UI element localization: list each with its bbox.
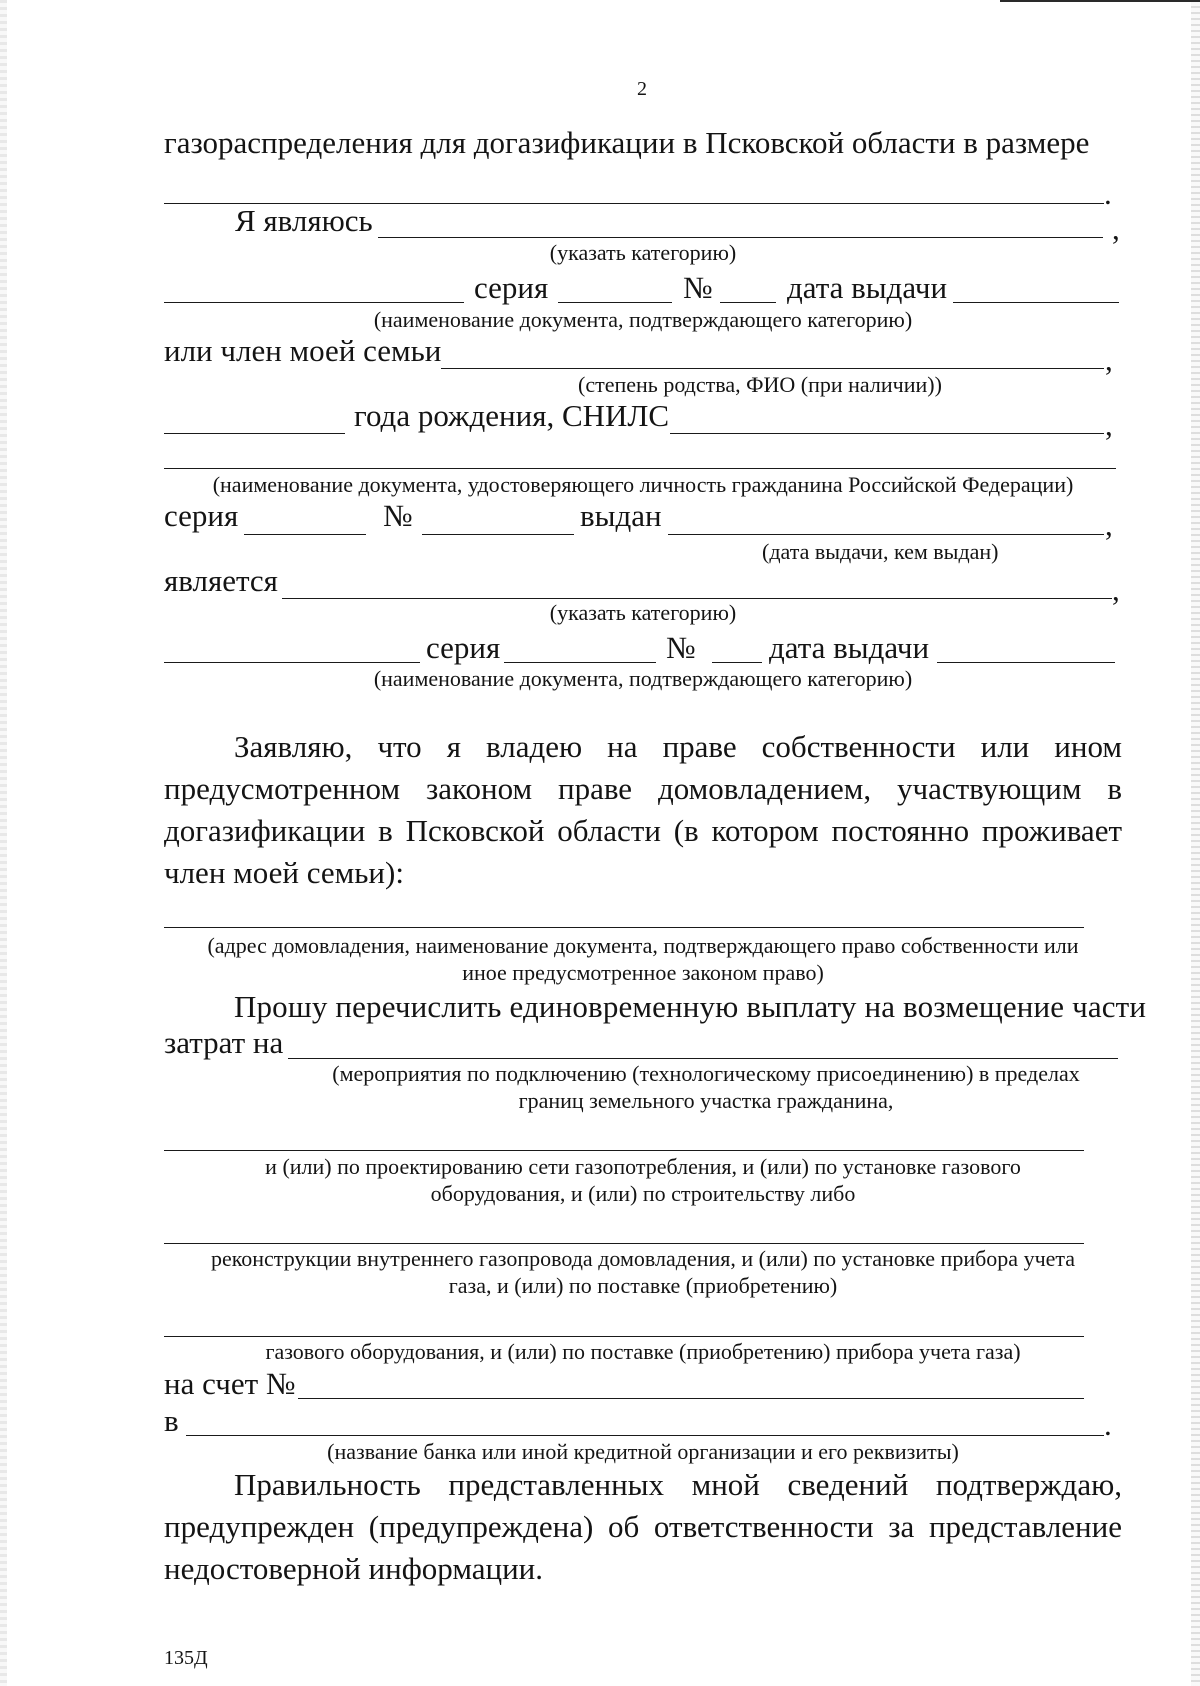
blank-family-series[interactable] — [504, 662, 656, 663]
v-label: в — [164, 1403, 179, 1438]
data-vydachi-label: дата выдачи — [787, 270, 948, 305]
ya-yavlyayus-label: Я являюсь — [235, 203, 373, 238]
caption-category-doc-2: (наименование документа, подтверждающего категорию) — [373, 666, 913, 691]
comma: , — [1112, 211, 1120, 246]
blank-family-category[interactable] — [282, 598, 1112, 599]
blank-birth-year[interactable] — [164, 433, 345, 434]
text-line-1: газораспределения для догазификации в Псковской области в размере — [164, 125, 1090, 160]
caption-relation: (степень родства, ФИО (при наличии)) — [578, 372, 942, 397]
blank-account-number[interactable] — [298, 1398, 1084, 1399]
paragraph-2-line-3: недостоверной информации. — [164, 1551, 544, 1586]
zatrat-na-label: затрат на — [164, 1025, 284, 1060]
blank-expenses[interactable] — [288, 1058, 1118, 1059]
paragraph-1-line-2: предусмотренном законом праве домовладением, участвующим в — [164, 771, 1122, 806]
blank-family-date[interactable] — [937, 662, 1115, 663]
scan-edge-right — [1191, 0, 1200, 1686]
blank-gas-equipment[interactable] — [164, 1336, 1084, 1337]
paragraph-2-line-2: предупрежден (предупреждена) об ответственности за представление — [164, 1509, 1122, 1544]
caption-category: (указать категорию) — [549, 240, 737, 265]
nomer-label-3: № — [666, 630, 696, 665]
caption-identity-doc: (наименование документа, удостоверяющего личность гражданина Российской Федерации) — [212, 472, 1074, 497]
nomer-label-2: № — [383, 498, 413, 533]
yavlyaetsya-label: является — [164, 563, 278, 598]
comma-2: , — [1105, 342, 1113, 377]
caption-bank: (название банка или иной кредитной организации и его реквизиты) — [327, 1439, 959, 1464]
blank-bank[interactable] — [186, 1435, 1104, 1436]
data-vydachi-label-2: дата выдачи — [769, 630, 930, 665]
blank-address[interactable] — [164, 927, 1084, 928]
blank-identity-doc[interactable] — [164, 468, 1116, 469]
seriya-label-3: серия — [426, 630, 501, 665]
paragraph-2-line-1: Правильность представленных мной сведений подтверждаю, — [234, 1467, 1122, 1502]
paragraph-1-line-1: Заявляю, что я владею на праве собственности или ином — [234, 729, 1122, 764]
blank-passport-number[interactable] — [422, 534, 574, 535]
vydan-label: выдан — [580, 498, 662, 533]
blank-passport-series[interactable] — [244, 534, 366, 535]
seriya-label: серия — [474, 270, 549, 305]
blank-snils[interactable] — [670, 433, 1104, 434]
scan-edge-left — [0, 0, 7, 1686]
birth-snils-label: года рождения, СНИЛС — [354, 398, 670, 433]
blank-design[interactable] — [164, 1150, 1084, 1151]
paragraph-1-line-3: догазификации в Псковской области (в котором постоянно проживает — [164, 813, 1122, 848]
caption-design-1: и (или) по проектированию сети газопотребления, и (или) по установке газового — [265, 1154, 1021, 1179]
footer-code: 135Д — [164, 1647, 208, 1669]
scan-edge-top — [1000, 0, 1200, 2]
ili-chlen-label: или член моей семьи — [164, 333, 442, 368]
period-2: . — [1104, 1407, 1112, 1442]
caption-gas-equipment: газового оборудования, и (или) по поставке (приобретению) прибора учета газа) — [265, 1339, 1021, 1364]
caption-issued-by: (дата выдачи, кем выдан) — [762, 539, 999, 564]
comma-5: , — [1112, 572, 1120, 607]
seriya-label-2: серия — [164, 498, 239, 533]
blank-category-number[interactable] — [720, 302, 776, 303]
caption-category-2: (указать категорию) — [549, 600, 737, 625]
caption-reconstruction-2: газа, и (или) по поставке (приобретению) — [448, 1273, 838, 1298]
comma-3: , — [1105, 407, 1113, 442]
caption-reconstruction-1: реконструкции внутреннего газопровода домовладения, и (или) по установке прибора учета — [210, 1246, 1076, 1271]
caption-address-2: иное предусмотренное законом право) — [462, 960, 824, 985]
comma-4: , — [1105, 507, 1113, 542]
blank-category-doc[interactable] — [164, 302, 464, 303]
nomer-label: № — [683, 270, 713, 305]
blank-relation[interactable] — [441, 368, 1104, 369]
blank-category-series[interactable] — [558, 302, 672, 303]
caption-category-doc: (наименование документа, подтверждающего категорию) — [373, 307, 913, 332]
na-schet-label: на счет № — [164, 1366, 296, 1401]
paragraph-1-line-4: член моей семьи): — [164, 855, 404, 890]
blank-category[interactable] — [378, 237, 1103, 238]
caption-address-1: (адрес домовладения, наименование документа, подтверждающего право собственности или — [207, 933, 1079, 958]
proshu-line: Прошу перечислить единовременную выплату на возмещение части — [234, 989, 1147, 1024]
blank-reconstruction[interactable] — [164, 1243, 1084, 1244]
blank-category-date[interactable] — [953, 302, 1119, 303]
blank-issued-by[interactable] — [668, 534, 1104, 535]
caption-measures-2: границ земельного участка гражданина, — [518, 1088, 894, 1113]
caption-measures-1: (мероприятия по подключению (технологическому присоединению) в пределах — [332, 1061, 1080, 1086]
page-number: 2 — [637, 78, 647, 100]
caption-design-2: оборудования, и (или) по строительству либо — [430, 1181, 856, 1206]
blank-family-number[interactable] — [712, 662, 762, 663]
period: . — [1104, 176, 1112, 211]
blank-family-category-doc[interactable] — [164, 662, 420, 663]
